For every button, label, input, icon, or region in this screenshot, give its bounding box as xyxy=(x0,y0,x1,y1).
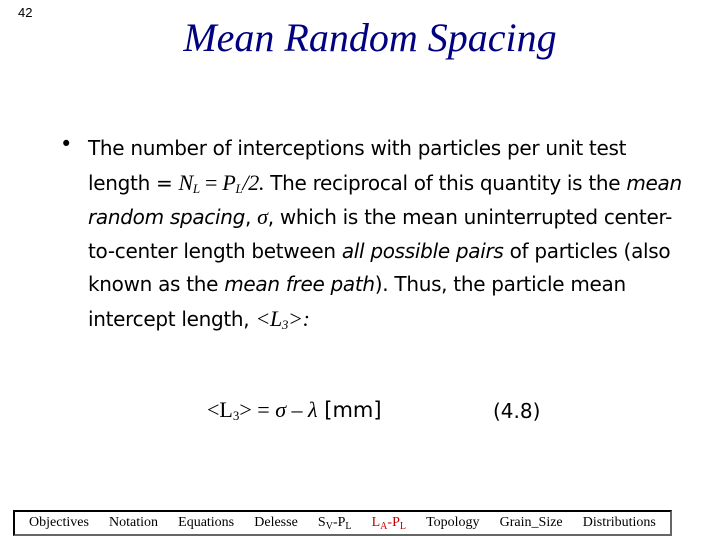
bullet-paragraph: The number of interceptions with particles per unit test length = $N_L = P_L/2$. The reciprocal of this quantity is the mean random spacing, σ, which is the mean uninterrupted center-to-center length between all possible pairs of particles (also known as the mean free path). Thus, the particle mean intercept length, $<L_3>$: xyxy=(88,136,682,332)
nav-equations-link[interactable]: Equations xyxy=(178,515,235,530)
navigation-bar xyxy=(13,510,672,536)
equation-units: [mm] xyxy=(317,398,382,422)
nav-objectives-link[interactable]: Objectives xyxy=(29,515,89,530)
term-mean-random-spacing: mean random spacing xyxy=(88,170,682,229)
slide-title: Mean Random Spacing xyxy=(183,15,557,60)
term-mean-free-path: mean free path xyxy=(224,272,375,296)
nav-distributions-link[interactable]: Distributions xyxy=(582,515,656,530)
equation-lambda: λ xyxy=(308,397,318,422)
pl-symbol: $P_L/2$. xyxy=(222,169,265,196)
bullet-marker: • xyxy=(60,132,73,156)
nav-la-pl-link[interactable]: $L_A-P_L$ xyxy=(371,515,406,532)
slide-number: 42 xyxy=(18,5,33,20)
sigma-symbol: σ xyxy=(257,204,268,229)
nav-delesse-link[interactable]: Delesse xyxy=(254,515,298,530)
equation-lhs: $<L_3>$ = xyxy=(207,397,276,423)
nav-grain-size-link[interactable]: Grain_Size xyxy=(499,515,563,530)
nl-symbol: $N_L$ xyxy=(178,169,200,196)
equation-sigma: σ xyxy=(275,397,287,422)
term-all-possible-pairs: all possible pairs xyxy=(341,238,504,263)
nav-sv-pl-link[interactable]: $S_V-P_L$ xyxy=(317,515,352,532)
equation-4-8: $<L_3> = \sigma - \lambda$ [mm] (4.8) xyxy=(207,397,541,423)
equation-number: (4.8) xyxy=(493,399,541,423)
nav-topology-link[interactable]: Topology xyxy=(426,515,480,530)
nav-notation-link[interactable]: Notation xyxy=(109,515,159,530)
l3-symbol: $<L_3>$: xyxy=(255,305,310,332)
